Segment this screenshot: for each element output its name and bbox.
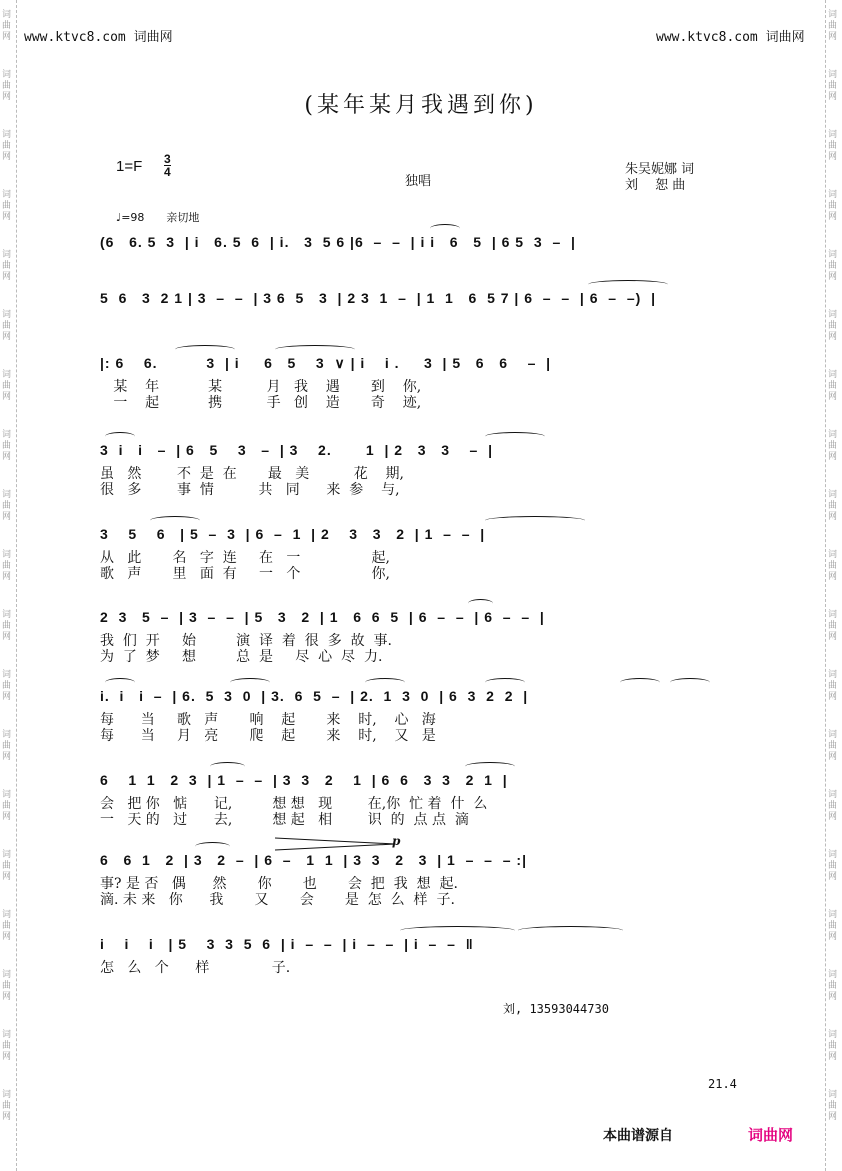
edge-watermark-char: 词 (828, 310, 838, 320)
edge-watermark-char: 曲 (828, 621, 838, 631)
lyric-verse-2: 一 天 的 过 去, 想 起 相 识 的 点 点 滴 (100, 812, 469, 828)
edge-watermark-char: 曲 (828, 381, 838, 391)
slur (670, 678, 710, 687)
right-margin-strip (825, 0, 842, 1171)
slur (485, 678, 525, 687)
edge-watermark-char: 词 (2, 130, 12, 140)
edge-watermark-char: 网 (828, 272, 838, 282)
edge-watermark-char: 词 (2, 790, 12, 800)
dynamic-mark: p (392, 834, 401, 848)
edge-watermark-char: 词 (2, 670, 12, 680)
edge-watermark-char: 曲 (2, 21, 12, 31)
edge-watermark-char: 网 (2, 512, 12, 522)
edge-watermark-char: 曲 (2, 201, 12, 211)
edge-watermark-char: 词 (828, 670, 838, 680)
slur (588, 280, 668, 289)
time-numerator: 3 (164, 152, 171, 166)
edge-watermark-char: 曲 (2, 381, 12, 391)
edge-watermark-char: 曲 (828, 141, 838, 151)
edge-watermark-char: 词 (828, 70, 838, 80)
edge-watermark-char: 曲 (828, 321, 838, 331)
edge-watermark-char: 词 (828, 430, 838, 440)
edge-watermark-char: 网 (828, 32, 838, 42)
edge-watermark-char: 网 (2, 1052, 12, 1062)
edge-watermark-char: 网 (2, 1112, 12, 1122)
credits (625, 162, 694, 194)
notation-line: 3 i i – | 6 5 3 – | 3 2. 1 | 2 3 3 – | (100, 442, 494, 458)
time-signature (164, 153, 171, 178)
edge-watermark-char: 曲 (2, 81, 12, 91)
edge-watermark-char: 网 (2, 452, 12, 462)
edge-watermark-char: 词 (2, 310, 12, 320)
edge-watermark-char: 曲 (2, 801, 12, 811)
edge-watermark-char: 词 (828, 10, 838, 20)
edge-watermark-char: 网 (828, 692, 838, 702)
edge-watermark-char: 网 (828, 332, 838, 342)
edge-watermark-char: 网 (2, 392, 12, 402)
notation-line: i. i i – | 6. 5 3 0 | 3. 6 5 – | 2. 1 3 0 | 6 3 2 2 | (100, 688, 529, 704)
slur (105, 678, 135, 687)
footer-brand-logo[interactable]: 词曲网 (748, 1126, 794, 1144)
edge-watermark-char: 曲 (2, 981, 12, 991)
slur (365, 678, 405, 687)
edge-watermark-char: 曲 (2, 741, 12, 751)
lyric-verse-2: 每 当 月 亮 爬 起 来 时, 又 是 (100, 728, 436, 744)
edge-watermark-char: 网 (828, 92, 838, 102)
edge-watermark-char: 网 (2, 992, 12, 1002)
key-signature: 1=F (116, 158, 143, 175)
edge-watermark-char: 网 (828, 872, 838, 882)
edge-watermark-char: 词 (828, 130, 838, 140)
edge-watermark-char: 网 (2, 332, 12, 342)
slur (150, 516, 200, 525)
lyric-verse-1: 事? 是 否 偶 然 你 也 会 把 我 想 起. (100, 876, 458, 892)
edge-watermark-char: 网 (2, 572, 12, 582)
slur (465, 762, 515, 771)
edge-watermark-char: 词 (828, 610, 838, 620)
lyric-verse-1: 怎 么 个 样 子. (100, 960, 291, 976)
site-header-left[interactable]: www.ktvc8.com 词曲网 (24, 30, 173, 45)
lyric-verse-2: 很 多 事 情 共 同 来 参 与, (100, 482, 400, 498)
edge-watermark-char: 词 (2, 1090, 12, 1100)
contact-info: 刘, 13593044730 (503, 1002, 609, 1016)
edge-watermark-char: 网 (828, 632, 838, 642)
slur (195, 842, 230, 851)
tie (400, 926, 515, 935)
lyric-verse-1: 虽 然 不 是 在 最 美 花 期, (100, 466, 405, 482)
edge-watermark-char: 词 (828, 730, 838, 740)
slur (468, 599, 493, 608)
edge-watermark-char: 词 (2, 490, 12, 500)
edge-watermark-char: 曲 (828, 561, 838, 571)
edge-watermark-char: 词 (2, 850, 12, 860)
lyric-verse-2: 一 起 携 手 创 造 奇 迹, (100, 395, 422, 411)
edge-watermark-char: 词 (828, 1090, 838, 1100)
edge-watermark-char: 网 (828, 1052, 838, 1062)
tie (518, 926, 623, 935)
edge-watermark-char: 词 (2, 190, 12, 200)
edge-watermark-char: 词 (828, 970, 838, 980)
edge-watermark-char: 曲 (2, 321, 12, 331)
edge-watermark-char: 词 (2, 550, 12, 560)
edge-watermark-char: 曲 (828, 801, 838, 811)
edge-watermark-char: 曲 (2, 501, 12, 511)
edge-watermark-char: 曲 (828, 261, 838, 271)
edge-watermark-char: 曲 (828, 501, 838, 511)
edge-watermark-char: 词 (2, 70, 12, 80)
edge-watermark-char: 网 (2, 212, 12, 222)
edge-watermark-char: 曲 (2, 261, 12, 271)
edge-watermark-char: 曲 (2, 861, 12, 871)
edge-watermark-char: 词 (2, 1030, 12, 1040)
edge-watermark-char: 曲 (828, 981, 838, 991)
lyric-verse-1: 会 把 你 惦 记, 想 想 现 在,你 忙 着 什 么 (100, 796, 488, 812)
edge-watermark-char: 网 (2, 752, 12, 762)
notation-line: 2 3 5 – | 3 – – | 5 3 2 | 1 6 6 5 | 6 – – | 6 – – | (100, 609, 545, 625)
edge-watermark-char: 网 (828, 992, 838, 1002)
edge-watermark-char: 曲 (2, 921, 12, 931)
edge-watermark-char: 词 (828, 910, 838, 920)
notation-line: 6 1 1 2 3 | 1 – – | 3 3 2 1 | 6 6 3 3 2 1 | (100, 772, 508, 788)
edge-watermark-char: 词 (828, 370, 838, 380)
slur (105, 432, 135, 441)
decrescendo-hairpin (275, 836, 400, 852)
notation-line: 3 5 6 | 5 – 3 | 6 – 1 | 2 3 3 2 | 1 – – | (100, 526, 486, 542)
edge-watermark-char: 词 (828, 850, 838, 860)
edge-watermark-char: 网 (2, 152, 12, 162)
version-number: 21.4 (708, 1077, 737, 1091)
edge-watermark-char: 网 (828, 932, 838, 942)
slur (230, 678, 270, 687)
lyric-verse-1: 每 当 歌 声 响 起 来 时, 心 海 (100, 712, 436, 728)
edge-watermark-char: 网 (2, 92, 12, 102)
edge-watermark-char: 曲 (828, 861, 838, 871)
edge-watermark-char: 网 (828, 752, 838, 762)
edge-watermark-char: 词 (2, 250, 12, 260)
performance-type: 独唱 (405, 174, 432, 189)
left-margin-strip (0, 0, 17, 1171)
edge-watermark-char: 网 (828, 512, 838, 522)
edge-watermark-char: 曲 (2, 621, 12, 631)
edge-watermark-char: 网 (828, 392, 838, 402)
site-header-right[interactable]: www.ktvc8.com 词曲网 (656, 30, 805, 45)
edge-watermark-char: 网 (828, 812, 838, 822)
edge-watermark-char: 词 (2, 610, 12, 620)
song-title: (某年某月我遇到你) (304, 93, 538, 118)
notation-line: (6 6. 5 3 | i 6. 5 6 | i. 3 5 6 |6 – – | i i 6 5 | 6 5 3 – | (100, 234, 576, 250)
edge-watermark-char: 网 (828, 1112, 838, 1122)
tempo-marking: ♩=98 亲切地 (116, 211, 200, 224)
notation-line: |: 6 6. 3 | i 6 5 3 ∨ | i i . 3 | 5 6 6 – | (100, 355, 552, 371)
lyric-verse-2: 为 了 梦 想 总 是 尽 心 尽 力. (100, 649, 383, 665)
edge-watermark-char: 词 (2, 430, 12, 440)
lyricist-credit: 朱吴妮娜 词 (625, 162, 695, 177)
edge-watermark-char: 词 (828, 490, 838, 500)
slur (485, 432, 545, 441)
edge-watermark-char: 词 (828, 190, 838, 200)
edge-watermark-char: 曲 (2, 1041, 12, 1051)
edge-watermark-char: 曲 (828, 1101, 838, 1111)
edge-watermark-char: 网 (2, 932, 12, 942)
edge-watermark-char: 曲 (828, 201, 838, 211)
edge-watermark-char: 网 (2, 632, 12, 642)
footer-source-label: 本曲谱源自 (603, 1128, 673, 1144)
edge-watermark-char: 曲 (2, 681, 12, 691)
edge-watermark-char: 曲 (2, 441, 12, 451)
lyric-verse-1: 某 年 某 月 我 遇 到 你, (100, 379, 422, 395)
lyric-verse-1: 我 们 开 始 演 译 着 很 多 故 事. (100, 633, 392, 649)
edge-watermark-char: 词 (828, 550, 838, 560)
slur (485, 516, 585, 525)
edge-watermark-char: 网 (828, 572, 838, 582)
edge-watermark-char: 词 (2, 10, 12, 20)
edge-watermark-char: 曲 (2, 1101, 12, 1111)
lyric-verse-2: 滴. 未 来 你 我 又 会 是 怎 么 样 子. (100, 892, 455, 908)
edge-watermark-char: 曲 (828, 441, 838, 451)
edge-watermark-char: 词 (828, 1030, 838, 1040)
edge-watermark-char: 词 (2, 370, 12, 380)
edge-watermark-char: 曲 (828, 681, 838, 691)
edge-watermark-char: 网 (828, 212, 838, 222)
edge-watermark-char: 词 (828, 250, 838, 260)
edge-watermark-char: 网 (828, 152, 838, 162)
edge-watermark-char: 词 (828, 790, 838, 800)
notation-line: i i i | 5 3 3 5 6 | i – – | i – – | i – – ‖ (100, 936, 474, 952)
lyric-verse-1: 从 此 名 字 连 在 一 起, (100, 550, 391, 566)
edge-watermark-char: 曲 (828, 21, 838, 31)
time-denominator: 4 (164, 165, 171, 179)
slur (430, 224, 460, 233)
edge-watermark-char: 曲 (828, 1041, 838, 1051)
notation-line: 6 6 1 2 | 3 2 – | 6 – 1 1 | 3 3 2 3 | 1 – – – :| (100, 852, 527, 868)
edge-watermark-char: 词 (2, 970, 12, 980)
edge-watermark-char: 词 (2, 910, 12, 920)
slur (275, 345, 355, 354)
edge-watermark-char: 网 (828, 452, 838, 462)
edge-watermark-char: 词 (2, 730, 12, 740)
edge-watermark-char: 曲 (2, 561, 12, 571)
edge-watermark-char: 网 (2, 872, 12, 882)
slur (620, 678, 660, 687)
edge-watermark-char: 曲 (828, 921, 838, 931)
slur (210, 762, 245, 771)
slur (175, 345, 235, 354)
edge-watermark-char: 网 (2, 812, 12, 822)
edge-watermark-char: 曲 (828, 81, 838, 91)
edge-watermark-char: 网 (2, 32, 12, 42)
notation-line: 5 6 3 2 1 | 3 – – | 3 6 5 3 | 2 3 1 – | 1 1 6 5 7 | 6 – – | 6 – –) | (100, 290, 657, 306)
edge-watermark-char: 网 (2, 692, 12, 702)
edge-watermark-char: 曲 (828, 741, 838, 751)
lyric-verse-2: 歌 声 里 面 有 一 个 你, (100, 566, 391, 582)
composer-credit: 刘 恕 曲 (625, 178, 686, 193)
edge-watermark-char: 网 (2, 272, 12, 282)
edge-watermark-char: 曲 (2, 141, 12, 151)
